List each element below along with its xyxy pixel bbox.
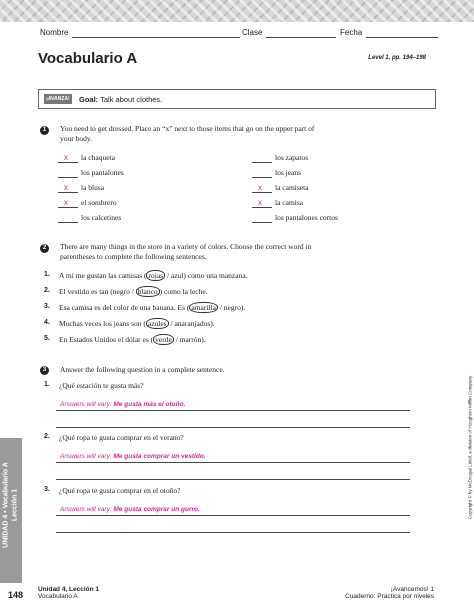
section2-instruction-line1: There are many things in the store in a variety of colors. Choose the correct word in	[60, 242, 312, 251]
footer-section: Vocabulario A	[38, 593, 78, 600]
answer-prefix: Answers will vary:	[60, 506, 114, 513]
answer-text	[60, 453, 206, 460]
footer-right	[345, 586, 434, 600]
section2-instruction	[60, 242, 440, 262]
answer-sample: Me gusta comprar un gorro.	[113, 506, 200, 513]
page-title: Vocabulario A	[38, 50, 138, 67]
side-tab-text	[2, 433, 20, 578]
question-text: ¿Qué ropa te gusta comprar en el otoño?	[59, 486, 181, 495]
clothing-item-left-label: los pantalones	[81, 168, 124, 177]
sentence-before: Muchas veces los jeans son (	[59, 319, 146, 328]
answer-line[interactable]	[56, 410, 410, 411]
sentence-before: En Estados Unidos el dólar es (	[59, 335, 154, 344]
clothing-item-right-blank[interactable]	[252, 222, 272, 223]
sentence-after: / azul) como una manzana.	[165, 271, 248, 280]
sentence-number: 1.	[44, 271, 50, 278]
answer-sample: Me gusta más el otoño.	[113, 401, 186, 408]
sentence-after: / anaranjados).	[168, 319, 215, 328]
question-number: 3.	[44, 486, 50, 493]
circled-answer: azules	[147, 319, 167, 328]
sentence-number: 2.	[44, 287, 50, 294]
question-number: 2.	[44, 433, 50, 440]
page-number: 148	[8, 590, 24, 600]
clothing-item-left-blank[interactable]	[58, 192, 78, 193]
circled-answer: rojas	[148, 271, 164, 280]
sentence-text	[59, 287, 208, 296]
section1-instruction-line2: your body.	[60, 134, 93, 143]
question-number: 1.	[44, 381, 50, 388]
clothing-item-right-blank[interactable]	[252, 162, 272, 163]
answer-line[interactable]	[56, 515, 410, 516]
class-field-line[interactable]	[266, 37, 336, 38]
date-label: Fecha	[340, 28, 363, 37]
clothing-item-right-x-mark: x	[258, 183, 262, 192]
date-field-line[interactable]	[366, 37, 438, 38]
circled-answer: verde	[155, 335, 172, 344]
clothing-item-right-blank[interactable]	[252, 192, 272, 193]
question-text: ¿Qué estación te gusta más?	[59, 381, 144, 390]
circled-answer: amarilla	[191, 303, 216, 312]
answer-prefix: Answers will vary:	[60, 453, 114, 460]
answer-prefix: Answers will vary:	[60, 401, 114, 408]
footer-workbook: Cuaderno: Práctica por niveles	[345, 593, 434, 600]
clothing-item-right-label: la camisa	[275, 198, 304, 207]
clothing-item-left-blank[interactable]	[58, 162, 78, 163]
side-tab-line2: Lección 1	[11, 488, 19, 522]
section2-instruction-line2: parentheses to complete the following sentences.	[60, 252, 207, 261]
decorative-top-band	[0, 0, 474, 22]
level-reference: Level 1, pp. 194–198	[368, 55, 426, 61]
footer-book: ¡Avancemos! 1	[390, 586, 434, 593]
clothing-item-right-blank[interactable]	[252, 207, 272, 208]
name-field-line[interactable]	[72, 37, 240, 38]
clothing-item-left-x-mark: x	[64, 183, 68, 192]
answer-line[interactable]	[56, 479, 410, 480]
section-number-3: 3	[40, 366, 49, 375]
goal-text	[79, 95, 162, 104]
class-label: Clase	[242, 28, 263, 37]
clothing-item-left-label: los calcetines	[81, 213, 122, 222]
clothing-item-left-label: el sombrero	[81, 198, 117, 207]
section1-instruction	[60, 124, 440, 144]
section-number-1: 1	[40, 126, 49, 135]
section-number-2: 2	[40, 244, 49, 253]
clothing-item-left-blank[interactable]	[58, 177, 78, 178]
clothing-item-left-blank[interactable]	[58, 222, 78, 223]
clothing-item-right-x-mark: x	[258, 198, 262, 207]
clothing-item-left-x-mark: x	[64, 198, 68, 207]
avanza-badge: ¡AVANZA!	[44, 94, 72, 104]
footer-unit: Unidad 4, Lección 1	[38, 586, 100, 593]
answer-text	[60, 401, 185, 408]
answer-text	[60, 506, 200, 513]
answer-line[interactable]	[56, 462, 410, 463]
section3-instruction: Answer the following question in a complete sentence.	[60, 365, 225, 374]
clothing-item-right-label: la camiseta	[275, 183, 309, 192]
sentence-after: / marrón).	[173, 335, 206, 344]
clothing-item-right-label: los jeans	[275, 168, 302, 177]
sentence-text	[59, 303, 245, 312]
copyright-notice: Copyright © by McDougal Littell, a division of Houghton Mifflin Company	[467, 375, 473, 520]
circled-answer: blanco	[137, 287, 158, 296]
clothing-item-left-blank[interactable]	[58, 207, 78, 208]
footer-left	[38, 586, 99, 600]
clothing-item-left-label: la blusa	[81, 183, 105, 192]
clothing-item-right-label: los pantalones cortos	[275, 213, 338, 222]
sentence-text	[59, 335, 206, 344]
sentence-text	[59, 319, 215, 328]
question-text: ¿Qué ropa te gusta comprar en el verano?	[59, 433, 184, 442]
sentence-after: / negro).	[217, 303, 246, 312]
clothing-item-right-blank[interactable]	[252, 177, 272, 178]
answer-line[interactable]	[56, 427, 410, 428]
section1-instruction-line1: You need to get dressed. Place an “x” next to those items that go on the upper part of	[60, 124, 315, 133]
sentence-before: Esa camisa es del color de una banana. Es (	[59, 303, 190, 312]
name-label: Nombre	[40, 28, 69, 37]
answer-sample: Me gusta comprar un vestido.	[113, 453, 206, 460]
answer-line[interactable]	[56, 532, 410, 533]
sentence-after: ) como la leche.	[159, 287, 208, 296]
sentence-number: 5.	[44, 335, 50, 342]
clothing-item-left-label: la chaqueta	[81, 153, 115, 162]
clothing-item-left-x-mark: x	[64, 153, 68, 162]
sentence-before: El vestido es tan (negro /	[59, 287, 136, 296]
sentence-number: 3.	[44, 303, 50, 310]
sentence-before: A mí me gustan las camisas (	[59, 271, 147, 280]
goal-description: Talk about clothes.	[100, 95, 163, 104]
sentence-number: 4.	[44, 319, 50, 326]
sentence-text	[59, 271, 248, 280]
side-tab-line1: UNIDAD 4 • Vocabulario A	[2, 462, 10, 548]
goal-label: Goal:	[79, 95, 99, 104]
clothing-item-right-label: los zapatos	[275, 153, 309, 162]
